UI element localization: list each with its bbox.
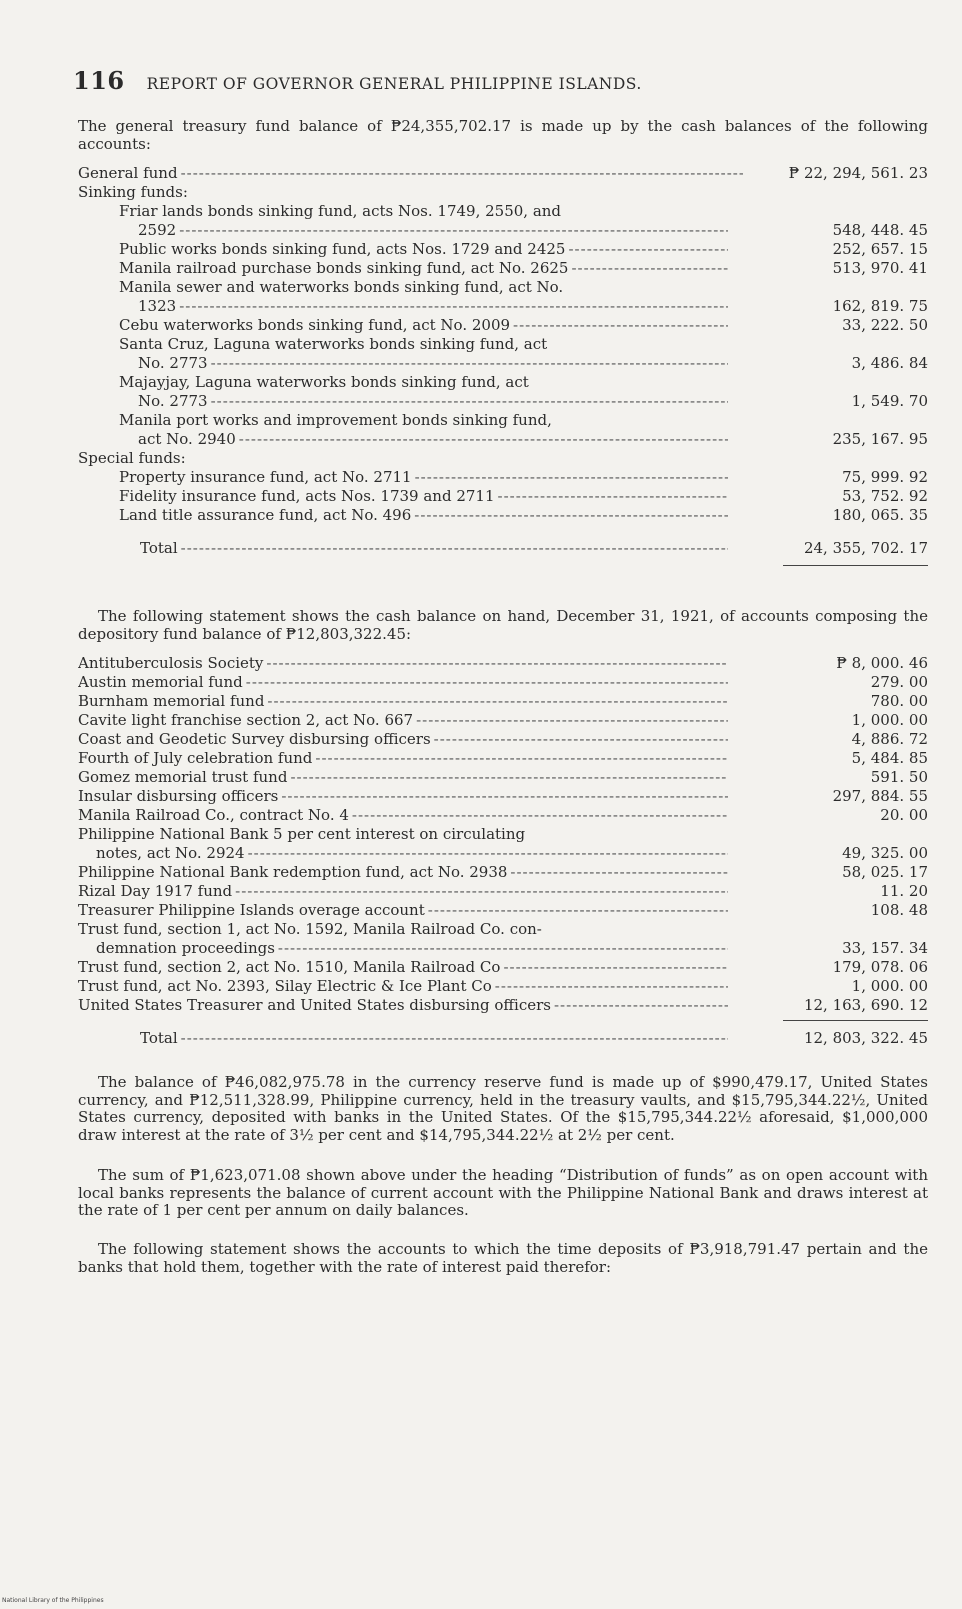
table-row: Land title assurance fund, act No. 496 ----- 180, 065. 35 <box>78 506 928 525</box>
table-row: Austin memorial fund ----- 279. 00 <box>78 673 928 692</box>
intro-paragraph: The general treasury fund balance of ₱24,355,702.17 is made up by the cash balances of the following accounts: <box>78 117 928 153</box>
distribution-paragraph: The sum of ₱1,623,071.08 shown above under the heading “Distribution of funds” as on open account with local banks represents the balance of current account with the Philippine National Bank and draws interest at the rate of 1 per cent per annum on daily balances. <box>78 1166 928 1219</box>
table-row: Burnham memorial fund ----- 780. 00 <box>78 692 928 711</box>
table-row: Philippine National Bank redemption fund, act No. 2938 ----- 58, 025. 17 <box>78 863 928 882</box>
page-header <box>73 66 642 95</box>
depository-paragraph: The following statement shows the cash balance on hand, December 31, 1921, of accounts composing the depository fund balance of ₱12,803,322.45: <box>78 607 928 643</box>
table-row: Treasurer Philippine Islands overage account ----- 108. 48 <box>78 901 928 920</box>
time-deposits-paragraph: The following statement shows the accounts to which the time deposits of ₱3,918,791.47 pertain and the banks that hold them, together with the rate of interest paid therefor: <box>78 1240 928 1276</box>
table-row: Coast and Geodetic Survey disbursing officers ----- 4, 886. 72 <box>78 730 928 749</box>
total-rule <box>783 565 928 566</box>
table-row: Trust fund, act No. 2393, Silay Electric & Ice Plant Co ----- 1, 000. 00 <box>78 977 928 996</box>
table-row: notes, act No. 2924 ----- 49, 325. 00 <box>78 844 928 863</box>
table-row: 1323 ----- 162, 819. 75 <box>78 297 928 316</box>
table-row: Trust fund, section 2, act No. 1510, Manila Railroad Co ----- 179, 078. 06 <box>78 958 928 977</box>
total-row: Total ----- 24, 355, 702. 17 <box>78 539 928 558</box>
table-row: Santa Cruz, Laguna waterworks bonds sinking fund, act <box>119 335 548 353</box>
total-rule <box>783 1020 928 1021</box>
section-heading: Sinking funds: <box>78 183 188 201</box>
table-row: Public works bonds sinking fund, acts Nos. 1729 and 2425 ----- 252, 657. 15 <box>78 240 928 259</box>
table-row: demnation proceedings ----- 33, 157. 34 <box>78 939 928 958</box>
table-row: 2592 ----- 548, 448. 45 <box>78 221 928 240</box>
table-row: Antituberculosis Society ----- ₱ 8, 000. 46 <box>78 654 928 673</box>
running-title: REPORT OF GOVERNOR GENERAL PHILIPPINE ISLANDS. <box>146 75 642 93</box>
depository-fund-table <box>78 654 928 1048</box>
table-row: Trust fund, section 1, act No. 1592, Manila Railroad Co. con- <box>78 920 542 938</box>
table-row: Friar lands bonds sinking fund, acts Nos. 1749, 2550, and <box>119 202 562 220</box>
table-row: Rizal Day 1917 fund ----- 11. 20 <box>78 882 928 901</box>
table-row: No. 2773 ----- 1, 549. 70 <box>78 392 928 411</box>
table-row: Cebu waterworks bonds sinking fund, act No. 2009 ----- 33, 222. 50 <box>78 316 928 335</box>
table-row: Property insurance fund, act No. 2711 ----- 75, 999. 92 <box>78 468 928 487</box>
table-row: General fund ----- ₱ 22, 294, 561. 23 <box>78 164 928 183</box>
table-row: act No. 2940 ----- 235, 167. 95 <box>78 430 928 449</box>
page-number: 116 <box>73 66 125 95</box>
currency-reserve-paragraph: The balance of ₱46,082,975.78 in the currency reserve fund is made up of $990,479.17, United States currency, and ₱12,511,328.99, Philippine currency, held in the treasury vaults, and $15,795,344.22½, United States currency, deposited with banks in the United States. Of the $15,795,344.22½ aforesaid, $1,000,000 draw interest at the rate of 3½ per cent and $14,795,344.22½ at 2½ per cent. <box>78 1073 928 1144</box>
table-row: United States Treasurer and United States disbursing officers ----- 12, 163, 690. 12 <box>78 996 928 1015</box>
table-row: Manila sewer and waterworks bonds sinking fund, act No. <box>119 278 564 296</box>
table-row: Gomez memorial trust fund ----- 591. 50 <box>78 768 928 787</box>
table-row: Philippine National Bank 5 per cent interest on circulating <box>78 825 526 843</box>
table-row: Majayjay, Laguna waterworks bonds sinking fund, act <box>119 373 529 391</box>
table-row: Manila port works and improvement bonds sinking fund, <box>119 411 552 429</box>
general-fund-table <box>78 164 928 558</box>
table-row: Fourth of July celebration fund ----- 5, 484. 85 <box>78 749 928 768</box>
table-row: Manila railroad purchase bonds sinking fund, act No. 2625 ----- 513, 970. 41 <box>78 259 928 278</box>
table-row: Cavite light franchise section 2, act No. 667 ----- 1, 000. 00 <box>78 711 928 730</box>
section-heading: Special funds: <box>78 449 186 467</box>
table-row: No. 2773 ----- 3, 486. 84 <box>78 354 928 373</box>
table-row: Fidelity insurance fund, acts Nos. 1739 and 2711 ----- 53, 752. 92 <box>78 487 928 506</box>
scan-footer: National Library of the Philippines <box>2 1597 104 1604</box>
total-row: Total ----- 12, 803, 322. 45 <box>78 1029 928 1048</box>
table-row: Manila Railroad Co., contract No. 4 ----- 20. 00 <box>78 806 928 825</box>
table-row: Insular disbursing officers ----- 297, 884. 55 <box>78 787 928 806</box>
